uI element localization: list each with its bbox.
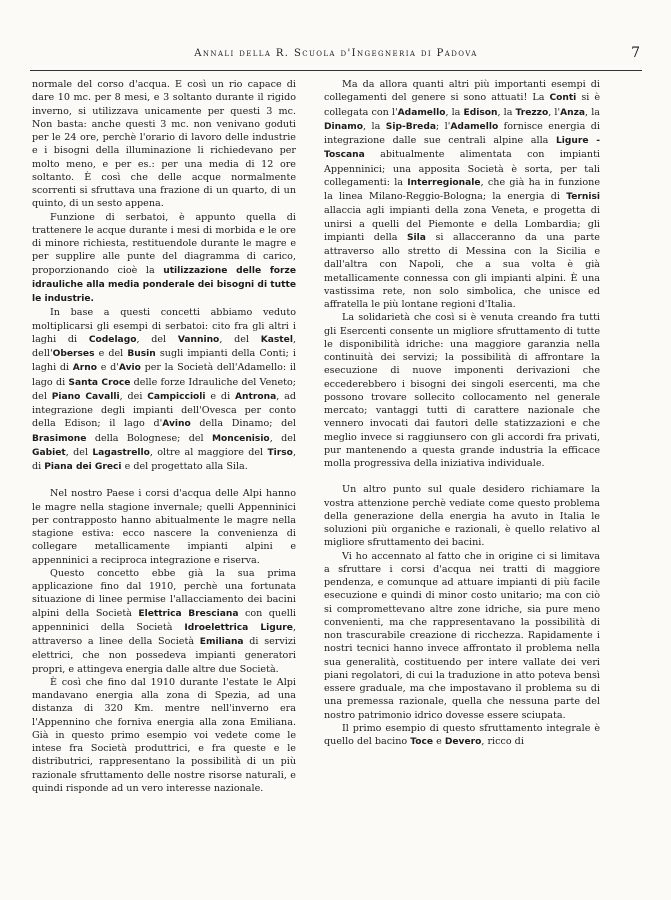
- emphasis: Edison: [463, 107, 498, 118]
- paragraph-text: e: [433, 736, 445, 747]
- emphasis: Avino: [162, 419, 191, 430]
- emphasis: Devero: [444, 737, 482, 747]
- emphasis: Conti: [549, 93, 577, 104]
- emphasis: Interregionale: [407, 177, 481, 188]
- paragraph-text: , oltre al maggiore del: [149, 446, 268, 458]
- emphasis: Oberses: [52, 349, 95, 359]
- paragraph-text: , la: [445, 106, 464, 118]
- paragraph: [324, 78, 600, 311]
- left-column: [32, 78, 296, 795]
- paragraph-text: si allacceranno da una parte attraverso allo stretto di Messina con la Sicilia e dall'altra con Napoli, che a sua volta è già metallicamente connessa con gli impianti alpini. È una vastissima rete, non solo simbolica, che unisce ed affratella le più lontane regioni d'Italia.: [324, 231, 600, 310]
- emphasis: Anza: [560, 107, 586, 118]
- emphasis: Antrona: [235, 391, 277, 402]
- paragraph-text: , del: [65, 446, 93, 458]
- paragraph-text: , del: [269, 432, 296, 444]
- emphasis: Vannino: [177, 334, 220, 345]
- paragraph-text: si è collegata con l': [324, 92, 600, 118]
- emphasis: Avio: [118, 363, 141, 374]
- emphasis: Trezzo: [515, 107, 549, 118]
- paragraph-text: , che già ha in funzione la linea Milano-Reggio-Bologna; la energia di: [324, 176, 601, 202]
- paragraph-text: abitualmente alimentata con impianti Appenninici; una apposita Società è sorta, per tali collegamenti: la: [324, 149, 600, 188]
- paragraph: La solidarietà che così si è venuta creando fra tutti gli Esercenti consente un migliore sfruttamento di tutte le disponibilità idriche: una maggiore garanzia nella continuità dei servizi; la possibilità di affrontare la esecuzione di nuove imponenti derivazioni che eccederebbero i bisogni dei singoli esercenti, ma che possono trovare sollecito collocamento nel generale mercato; vantaggi tutti di carattere nazionale che vennero invocati dai fautori delle statizzazioni e che meglio invece si raggiunsero con gli accordi fra privati, pur mantenendo a questa grande industria la efficace molla progressiva della iniziativa individuale.: [324, 312, 600, 469]
- emphasis: Santa Croce: [68, 377, 131, 388]
- paragraph-text: e del: [94, 348, 128, 359]
- paragraph-text: di servizi elettrici, che non possedeva impianti generatori propri, e attingeva energia dalle altre due Società.: [32, 636, 297, 675]
- paragraph-text: per la Società dell'Adamello: il lago di: [32, 362, 296, 388]
- paragraph-text: , del: [136, 333, 178, 345]
- paragraph: normale del corso d'acqua. E così un rio capace di dare 10 mc. per 8 mesi, e 3 soltanto durante il rigido inverno, si utilizzava unicamente per questi 3 mc. Non basta: anche questi 3 mc. non venivano goduti per le 24 ore, perchè l'orario di lavoro delle industrie e i bisogni della illuminazione li richiedevano per molto meno, e per es.: per una media di 12 ore soltanto. È così che delle acque normalmente scorrenti si sfruttava una frazione di un quarto, di un quinto, di un sesto appena.: [32, 79, 296, 210]
- paragraph-text: e del progettato alla Sila.: [121, 461, 248, 472]
- right-column: [324, 78, 600, 749]
- paragraph: [32, 567, 296, 676]
- emphasis: Arno: [72, 363, 98, 374]
- emphasis: Adamello: [450, 121, 499, 132]
- paragraph-text: , di: [32, 446, 296, 472]
- emphasis: Gabiet: [32, 447, 66, 458]
- paragraph-text: , la: [497, 106, 516, 118]
- paragraph-text: , la: [363, 120, 386, 132]
- paragraph-text: , la: [585, 106, 600, 118]
- paragraph: È così che fino dal 1910 durante l'estate le Alpi mandavano energia alla zona di Spezia, ad una distanza di 320 Km. mentre nell'inverno era l'Appennino che forniva energia alla zona Emiliana. Già in questo primo esempio voi vedete come le intese fra Società produttrici, e fra queste e le distributrici, rappresentano la possibilità di un più razionale sfruttamento delle nostre risorse naturali, e quindi risponde ad un vero interesse nazionale.: [32, 676, 296, 794]
- paragraph-text: , ricco di: [481, 736, 524, 747]
- emphasis: Emiliana: [199, 637, 244, 647]
- paragraph: Vi ho accennato al fatto che in origine ci si limitava a sfruttare i corsi d'acqua nei tratti di maggiore pendenza, e comunque ad attuare impianti di più facile esecuzione e quindi di minor costo unitario; ma con ciò si compromettevano altre zone idriche, sia pure meno convenienti, ma che rappresentavano la possibilità di non trascurabile creazione di ricchezza. Rapidamente i nostri tecnici hanno invece affrontato il problema nella sua generalità, costituendo per intere vallate dei veri piani regolatori, di cui la traduzione in atto poteva bensì essere graduale, ma che impostavano il problema su di una premessa razionale, quella che nessuna parte del nostro patrimonio idrico dovesse essere sciupata.: [324, 550, 600, 721]
- emphasis: Kastel: [260, 334, 293, 345]
- emphasis: Elettrica Bresciana: [138, 608, 239, 619]
- paragraph-text: , l': [548, 106, 561, 118]
- page-header: [30, 46, 642, 71]
- paragraph: [32, 211, 296, 307]
- emphasis: Sip-Breda: [385, 121, 436, 132]
- running-title: Annali della R. Scuola d'Ingegneria di Padova: [194, 48, 478, 59]
- paragraph-text: e d': [97, 362, 119, 374]
- paragraph-text: della Bolognese; del: [86, 432, 212, 444]
- paragraph-text: fornisce energia di integrazione dalle sue centrali alpine alla: [324, 120, 601, 146]
- paragraph-text: , ad integrazione degli impianti dell'Ovesca per conto della Edison; il lago d': [32, 390, 296, 430]
- paragraph-text: con quelli appenninici della Società: [32, 607, 296, 633]
- paragraph-text: , dei: [119, 390, 148, 402]
- emphasis: Ternisi: [566, 192, 600, 202]
- paragraph-text: In base a questi concetti abbiamo veduto moltiplicarsi gli esempi di serbatoi: cito fra gli altri i laghi di: [32, 307, 296, 345]
- emphasis: Campiccioli: [147, 391, 206, 402]
- paragraph-text: , del: [219, 333, 261, 345]
- paragraph: Nel nostro Paese i corsi d'acqua delle Alpi hanno le magre nella stagione invernale; quelli Appenninici per contrapposto hanno abitualmente le magre nella stagione estiva: ecco nascere la convenienza di collegare metallicamente impianti alpini e appenninici a reciproca integrazione e riserva.: [32, 488, 296, 566]
- paragraph-text: sugli impianti della Conti; i laghi di: [32, 348, 296, 374]
- emphasis: Piano Cavalli: [51, 391, 120, 402]
- paragraph-text: Questo concetto ebbe già la sua prima applicazione fino dal 1910, perchè una fortunata situazione di linee permise l'allacciamento dei bacini alpini della Società: [32, 567, 296, 619]
- emphasis: Lagastrello: [92, 447, 150, 458]
- paragraph-text: della Dinamo; del: [190, 418, 296, 430]
- paragraph: Un altro punto sul quale desidero richiamare la vostra attenzione perchè vediate come questo problema della generazione della energia ha avuto in Italia le soluzioni più organiche e razionali, è quello relativo al migliore sfruttamento dei bacini.: [324, 484, 600, 549]
- page-number: 7: [631, 45, 640, 61]
- paragraph-text: e di: [205, 390, 236, 402]
- emphasis: Sila: [406, 232, 426, 243]
- paragraph: [32, 306, 296, 474]
- paragraph-text: allaccia agli impianti della zona Veneta, e progetta di unirsi a quelli del Piemonte e della Lombardia; gli impianti della: [324, 205, 600, 243]
- emphasis: Toce: [410, 737, 434, 747]
- paragraph-text: delle forze Idrauliche del Veneto; del: [32, 376, 297, 402]
- emphasis: Ligure - Toscana: [324, 136, 600, 161]
- emphasis: Brasimone: [32, 433, 87, 444]
- paragraph-text: Funzione di serbatoi, è appunto quella di trattenere le acque durante i mesi di morbida e le ore di minore richiesta, restituendole durante le magre e per supplire alle punte del diagramma di carico, proporzionando cioè la: [32, 211, 296, 276]
- paragraph-text: ; l': [435, 120, 451, 132]
- emphasis: Dinamo: [324, 121, 363, 132]
- emphasis: Busin: [127, 349, 156, 359]
- paragraph-text: Ma da allora quanti altri più importanti esempi di collegamenti del genere si sono attuati! La: [324, 79, 600, 104]
- emphasis: utilizzazione delle forze idrauliche alla media ponderale dei bisogni di tutte le industrie.: [32, 265, 296, 304]
- emphasis: Moncenisio: [211, 433, 270, 444]
- emphasis: Adamello: [397, 107, 446, 118]
- paragraph: [324, 722, 600, 750]
- paragraph-text: , attraverso a linee della Società: [32, 621, 296, 647]
- emphasis: Tirso: [267, 447, 293, 458]
- paragraph-text: , dell': [32, 333, 296, 359]
- paragraph-text: Il primo esempio di questo sfruttamento integrale è quello del bacino: [324, 722, 600, 747]
- emphasis: Idroelettrica Ligure: [184, 622, 293, 633]
- emphasis: Piana dei Greci: [44, 462, 122, 472]
- emphasis: Codelago: [88, 334, 137, 345]
